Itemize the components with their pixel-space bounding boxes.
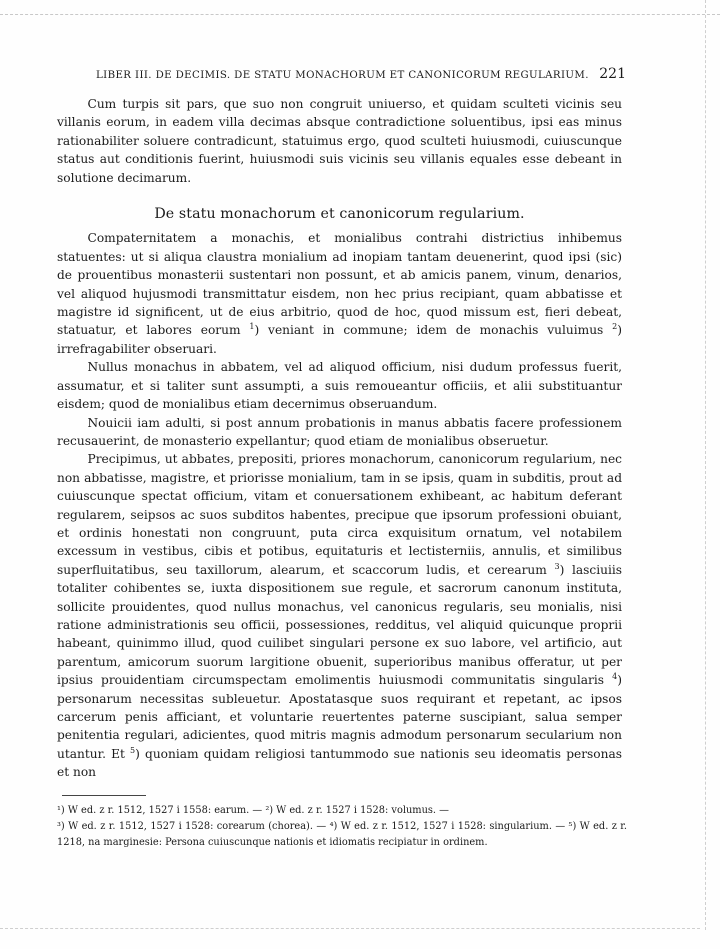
text-span: ) quoniam quidam religiosi tantummodo sue nationis seu ideomatis personas et non [57, 746, 623, 780]
footnote-ref-4: 4 [612, 672, 618, 682]
paragraph-nullus-monachus: Nullus monachus in abbatem, vel ad aliquod officium, nisi dudum professus fuerit, assumatur, et si taliter sunt assumpti, a suis remoueantur officiis, et alii substituantur eisdem; quod de monialibus etiam decernimus obseruandum. [57, 360, 622, 412]
footnote-divider [62, 795, 146, 796]
text-span: ) lasciuiis totaliter cohibentes se, iuxta dispositionem sue regule, et sacrorum canonum instituta, sollicite prouidentes, quod nullus monachus, vel canonicus regularis, seu monialis, nisi ratione administrationis seu officii, possessiones, redditus, vel aliquid quicunque proprii habeant, quinimmo illud, quod cuilibet singulari persone ex suo labore, vel artificio, aut parentum, amicorum suorum largitione obuenit, superioribus manibus offeratur, ut per ipsius prouidentiam circumspectam emolimentis huiusmodi communitatis singularis [57, 562, 622, 688]
text-span: Compaternitatem a monachis, et monialibus contrahi districtius inhibemus statuentes: ut si aliqua claustra monialium ad inopiam tantam deuenerint, quod ipsi (sic) de prouentibus monasterii sustentari non possunt, et ab amicis panem, vinum, denarios, vel aliquod hujusmodi transmittatur eisdem, non hec prius recipiant, quam abbatisse et magistre id significent, ut de eius arbitrio, quod de hoc, quod missum est, fieri debeat, statuatur, et labores eorum [57, 231, 622, 338]
scan-edge-right [704, 0, 706, 930]
footnote-ref-5: 5 [130, 745, 136, 755]
text-span: ) veniant in commune; idem de monachis vuluimus [254, 323, 604, 338]
scan-edge-top [0, 0, 720, 15]
paragraph-compaternitatem [57, 229, 622, 358]
running-header [96, 66, 626, 84]
paragraph-nouicii: Nouicii iam adulti, si post annum probationis in manus abbatis facere professionem recusauerint, de monasterio expellantur; quod etiam de monialibus obseruetur. [57, 415, 622, 448]
main-text [57, 95, 622, 782]
paragraph-sculteti: Cum turpis sit pars, que suo non congruit uniuerso, et quidam sculteti vicinis seu villanis eorum, in eadem villa decimas absque contradictione soluentibus, ipsi eas minus rationabiliter soluere contradicunt, statuimus ergo, quod sculteti huiusmodi, cuiuscunque status aut conditionis fuerint, huiusmodi suis vicinis seu villanis equales esse debeant in solutione decimarum. [57, 97, 622, 185]
text-span: Precipimus, ut abbates, prepositi, priores monachorum, canonicorum regularium, nec non abbatisse, magistre, et priorisse monialium, tam in se ipsis, quam in subditis, prout ad cuiuscunque spectat officium, vitam et conuersationem exhibeant, ac habitum deferant regularem, seipsos ac suos subditos habentes, precipue que ipsorum professioni obuiant, et ordinis honestati non congruunt, puta circa exquisitum ornatum, vel notabilem excessum in vestibus, cibis et potibus, equitaturis et lectisterniis, annulis, et similibus superfluitatibus, seu taxillorum, alearum, et scaccorum ludis, et cerearum [57, 452, 622, 577]
footnote-ref-2: 2 [612, 322, 618, 332]
text-span: ) personarum necessitas subleuetur. Apostatasque suos requirant et repetant, ac ipsos carcerum penis afficiant, et voluntarie reuertentes paterne suscipiant, salua semper penitentia regulari, adicientes, quod mitris magnis admodum personarum secularium non utantur. Et [57, 673, 622, 761]
section-title: De statu monachorum et canonicorum regularium. [154, 206, 525, 223]
footnote-line: ³) W ed. z r. 1512, 1527 i 1528: corearum (chorea). — ⁴) W ed. z r. 1512, 1527 i 1528: singularium. — ⁵) W ed. z r. 1218, na marginesie: Persona cuiuscunque nationis et idiomatis recipiatur in ordinem. [57, 821, 627, 848]
footnote-line: ¹) W ed. z r. 1512, 1527 i 1558: earum. — ²) W ed. z r. 1527 i 1528: volumus. — [57, 805, 449, 816]
footnotes [57, 803, 627, 851]
page-number: 221 [599, 66, 626, 82]
text-span: ) irrefragabiliter obseruari. [57, 323, 623, 356]
running-title: LIBER III. DE DECIMIS. DE STATU MONACHORUM ET CANONICORUM REGULARIUM. [96, 70, 589, 81]
footnote-ref-3: 3 [554, 561, 560, 571]
scan-edge-bottom [0, 928, 700, 930]
footnote-ref-1: 1 [249, 322, 255, 332]
paragraph-precipimus [57, 450, 622, 781]
